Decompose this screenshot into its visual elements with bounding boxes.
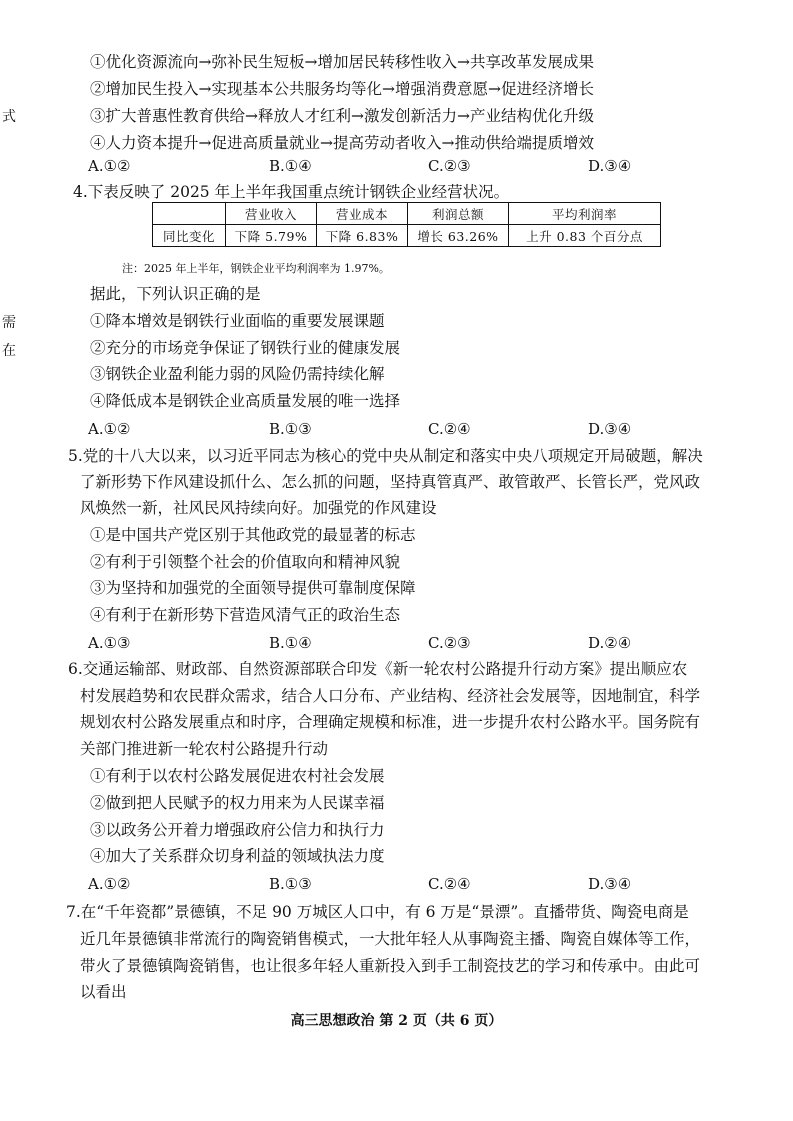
table-header-cell: [153, 203, 226, 225]
table-note: 注：2025 年上半年，钢铁企业平均利润率为 1.97%。: [122, 262, 390, 275]
q7-stem: 带火了景德镇陶瓷销售，也让很多年轻人重新投入到手工制瓷技艺的学习和传承中。由此可: [80, 957, 701, 975]
q5-item: ②有利于引领整个社会的价值取向和精神风貌: [90, 553, 401, 571]
q4-item: ③钢铁企业盈利能力弱的风险仍需持续化解: [90, 365, 385, 383]
q5-stem: 了新形势下作风建设抓什么、怎么抓的问题，坚持真管真严、敢管敢严、长管长严，党风政: [80, 473, 701, 491]
q6-option-a: A.①②: [88, 875, 131, 893]
q5-item: ③为坚持和加强党的全面领导提供可靠制度保障: [90, 579, 416, 597]
table-cell: 同比变化: [153, 225, 226, 247]
q5-stem: 5.党的十八大以来，以习近平同志为核心的党中央从制定和落实中央八项规定开局破题，解决: [68, 447, 703, 465]
q3-item: ②增加民生投入→实现基本公共服务均等化→增强消费意愿→促进经济增长: [90, 80, 594, 98]
margin-mark: 式: [2, 109, 16, 125]
q3-item: ④人力资本提升→促进高质量就业→提高劳动者收入→推动供给端提质增效: [90, 134, 594, 152]
q6-stem: 关部门推进新一轮农村公路提升行动: [80, 740, 329, 758]
q5-stem: 风焕然一新，社风民风持续向好。加强党的作风建设: [80, 499, 437, 517]
q6-item: ①有利于以农村公路发展促进农村社会发展: [90, 767, 385, 785]
table-header-cell: 营业收入: [226, 203, 317, 225]
q7-stem: 7.在“千年瓷都”景德镇，不足 90 万城区人口中，有 6 万是“景漂”。直播带货、陶瓷电商是: [66, 903, 689, 921]
q6-stem: 村发展趋势和农民群众需求，结合人口分布、产业结构、经济社会发展等，因地制宜，科学: [80, 687, 701, 705]
table-cell: 增长 63.26%: [408, 225, 509, 247]
q6-item: ②做到把人民赋予的权力用来为人民谋幸福: [90, 794, 385, 812]
q6-option-c: C.②④: [428, 875, 471, 893]
table-header-cell: 营业成本: [317, 203, 408, 225]
q4-prompt: 据此，下列认识正确的是: [90, 285, 261, 303]
q6-stem: 6.交通运输部、财政部、自然资源部联合印发《新一轮农村公路提升行动方案》提出顺应农: [68, 660, 688, 678]
q5-option-c: C.②③: [428, 634, 471, 652]
table-header-cell: 平均利润率: [509, 203, 661, 225]
margin-mark: 在: [2, 343, 16, 359]
steel-stats-table: [152, 202, 661, 247]
q7-stem: 近几年景德镇非常流行的陶瓷销售模式，一大批年轻人从事陶瓷主播、陶瓷自媒体等工作，: [80, 930, 701, 948]
table-cell: 下降 5.79%: [226, 225, 317, 247]
q4-item: ①降本增效是钢铁行业面临的重要发展课题: [90, 312, 385, 330]
q3-option-a: A.①②: [88, 157, 131, 175]
q4-option-b: B.①③: [269, 420, 312, 438]
q5-item: ④有利于在新形势下营造风清气正的政治生态: [90, 606, 401, 624]
margin-mark: 需: [2, 315, 16, 331]
q5-item: ①是中国共产党区别于其他政党的最显著的标志: [90, 526, 416, 544]
table-header-row: [153, 203, 661, 225]
q4-item: ④降低成本是钢铁企业高质量发展的唯一选择: [90, 392, 401, 410]
table-cell: 上升 0.83 个百分点: [509, 225, 661, 247]
q4-stem: 4.下表反映了 2025 年上半年我国重点统计钢铁企业经营状况。: [73, 183, 510, 201]
page-footer: 高三思想政治 第 2 页（共 6 页）: [290, 1013, 503, 1029]
q5-option-a: A.①③: [88, 634, 131, 652]
table-header-cell: 利润总额: [408, 203, 509, 225]
q3-item: ③扩大普惠性教育供给→释放人才红利→激发创新活力→产业结构优化升级: [90, 107, 594, 125]
q4-option-c: C.②④: [428, 420, 471, 438]
q5-option-d: D.②④: [588, 634, 632, 652]
q3-option-c: C.②③: [428, 157, 471, 175]
q3-item: ①优化资源流向→弥补民生短板→增加居民转移性收入→共享改革发展成果: [90, 53, 594, 71]
q7-stem: 以看出: [80, 983, 127, 1001]
q6-item: ④加大了关系群众切身利益的领域执法力度: [90, 847, 385, 865]
q5-option-b: B.①④: [269, 634, 312, 652]
q4-option-a: A.①②: [88, 420, 131, 438]
table-cell: 下降 6.83%: [317, 225, 408, 247]
table-row: [153, 225, 661, 247]
q3-option-b: B.①④: [269, 157, 312, 175]
q3-option-d: D.③④: [588, 157, 632, 175]
q6-item: ③以政务公开着力增强政府公信力和执行力: [90, 821, 385, 839]
q4-option-d: D.③④: [588, 420, 632, 438]
q6-option-b: B.①③: [269, 875, 312, 893]
q4-item: ②充分的市场竞争保证了钢铁行业的健康发展: [90, 339, 401, 357]
q6-option-d: D.③④: [588, 875, 632, 893]
q6-stem: 规划农村公路发展重点和时序，合理确定规模和标准，进一步提升农村公路水平。国务院有: [80, 713, 701, 731]
